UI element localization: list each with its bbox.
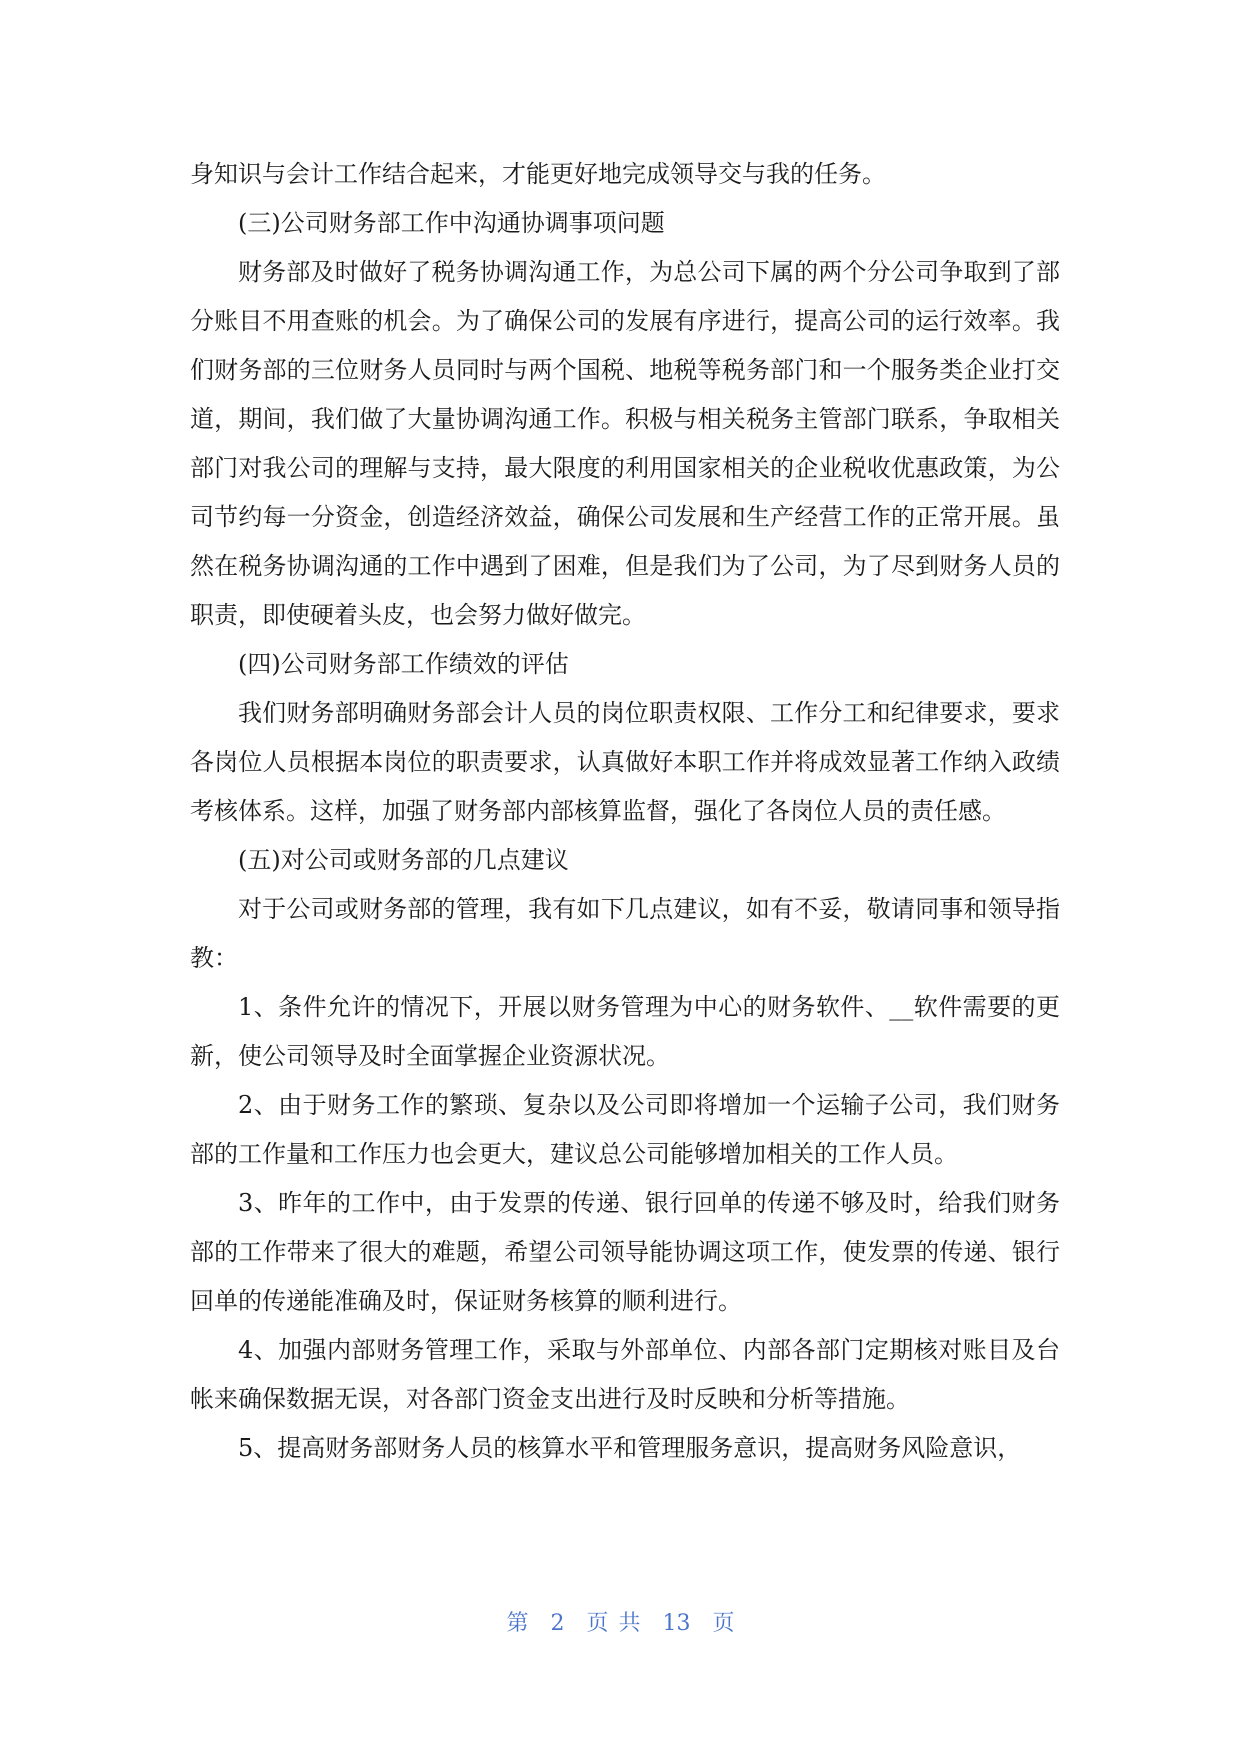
suggestion-item-3: 3、昨年的工作中，由于发票的传递、银行回单的传递不够及时，给我们财务部的工作带来了很大的难题，希望公司领导能协调这项工作，使发票的传递、银行回单的传递能准确及时，保证财务核算的顺利进行。 bbox=[190, 1189, 1060, 1315]
paragraph-continuation: 身知识与会计工作结合起来，才能更好地完成领导交与我的任务。 bbox=[190, 160, 886, 188]
section-heading-3: (三)公司财务部工作中沟通协调事项问题 bbox=[238, 209, 665, 237]
section-5-intro: 对于公司或财务部的管理，我有如下几点建议，如有不妥，敬请同事和领导指教： bbox=[190, 895, 1060, 972]
footer-total-pages: 13 bbox=[662, 1611, 691, 1636]
suggestion-item-2: 2、由于财务工作的繁琐、复杂以及公司即将增加一个运输子公司，我们财务部的工作量和工作压力也会更大，建议总公司能够增加相关的工作人员。 bbox=[190, 1091, 1060, 1168]
footer-ye-2: 页 bbox=[712, 1611, 735, 1636]
page-footer bbox=[0, 1606, 1241, 1637]
footer-di: 第 bbox=[506, 1611, 529, 1636]
section-heading-5: (五)对公司或财务部的几点建议 bbox=[238, 846, 569, 874]
footer-page-number: 2 bbox=[550, 1611, 565, 1636]
suggestion-item-4: 4、加强内部财务管理工作，采取与外部单位、内部各部门定期核对账目及台帐来确保数据无误，对各部门资金支出进行及时反映和分析等措施。 bbox=[190, 1336, 1060, 1413]
section-3-body: 财务部及时做好了税务协调沟通工作，为总公司下属的两个分公司争取到了部分账目不用查账的机会。为了确保公司的发展有序进行，提高公司的运行效率。我们财务部的三位财务人员同时与两个国税、地税等税务部门和一个服务类企业打交道，期间，我们做了大量协调沟通工作。积极与相关税务主管部门联系，争取相关部门对我公司的理解与支持，最大限度的利用国家相关的企业税收优惠政策，为公司节约每一分资金，创造经济效益，确保公司发展和生产经营工作的正常开展。虽然在税务协调沟通的工作中遇到了困难，但是我们为了公司，为了尽到财务人员的职责，即使硬着头皮，也会努力做好做完。 bbox=[190, 258, 1060, 629]
footer-gong: 共 bbox=[618, 1611, 641, 1636]
footer-ye: 页 bbox=[586, 1611, 609, 1636]
document-body bbox=[190, 150, 1060, 1473]
section-heading-4: (四)公司财务部工作绩效的评估 bbox=[238, 650, 569, 678]
suggestion-item-5: 5、提高财务部财务人员的核算水平和管理服务意识，提高财务风险意识， bbox=[238, 1434, 1022, 1462]
section-4-body: 我们财务部明确财务部会计人员的岗位职责权限、工作分工和纪律要求，要求各岗位人员根据本岗位的职责要求，认真做好本职工作并将成效显著工作纳入政绩考核体系。这样，加强了财务部内部核算监督，强化了各岗位人员的责任感。 bbox=[190, 699, 1060, 825]
suggestion-item-1: 1、条件允许的情况下，开展以财务管理为中心的财务软件、__软件需要的更新，使公司领导及时全面掌握企业资源状况。 bbox=[190, 993, 1060, 1070]
